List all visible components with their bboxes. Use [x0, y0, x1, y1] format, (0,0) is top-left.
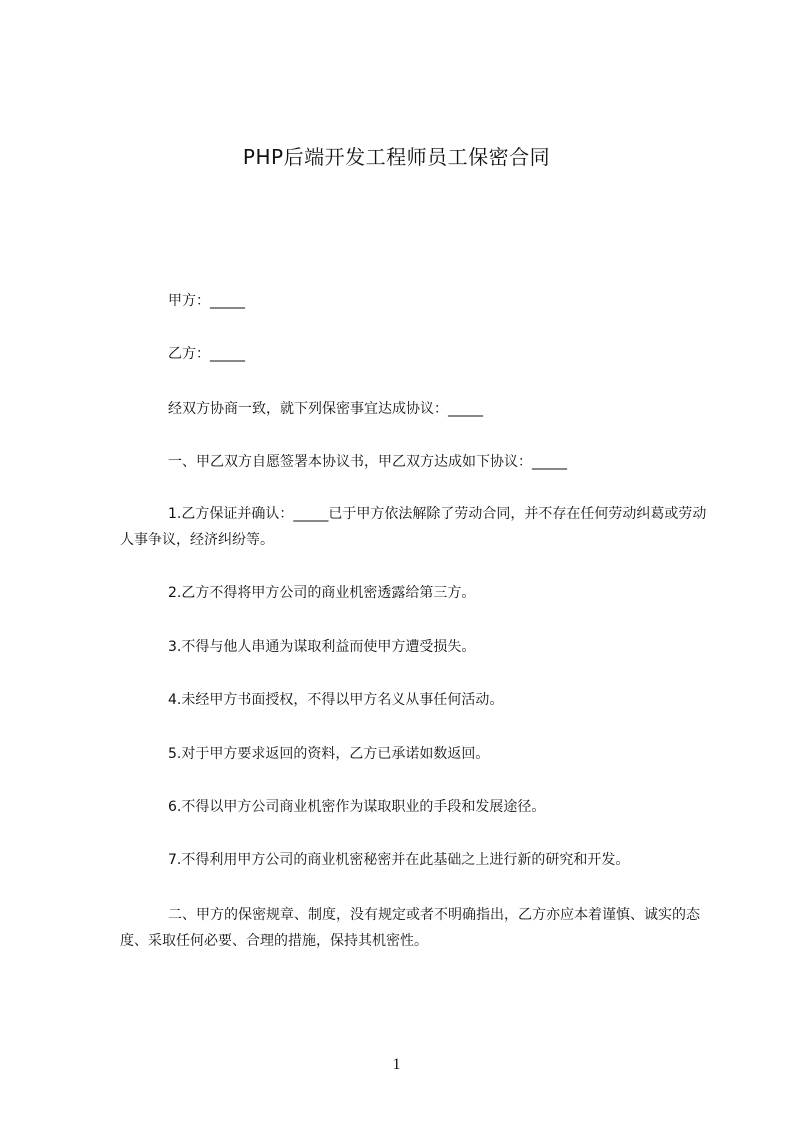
- page-number: 1: [392, 1056, 401, 1073]
- section-one-heading: 一、甲乙双方自愿签署本协议书，甲乙双方达成如下协议：_____: [168, 454, 567, 470]
- document-title: PHP后端开发工程师员工保密合同: [242, 145, 551, 169]
- clause-4: 4.未经甲方书面授权，不得以甲方名义从事任何活动。: [168, 692, 504, 708]
- party-a-line: 甲方：_____: [168, 293, 245, 309]
- clause-6: 6.不得以甲方公司商业机密作为谋取职业的手段和发展途径。: [168, 799, 546, 815]
- clause-2: 2.乙方不得将甲方公司的商业机密透露给第三方。: [168, 585, 476, 601]
- clause-1: 1.乙方保证并确认：_____已于甲方依法解除了劳动合同，并不存在任何劳动纠葛或劳动人事争议，经济纠纷等。: [120, 506, 707, 548]
- clause-3: 3.不得与他人串通为谋取利益而使甲方遭受损失。: [168, 639, 476, 655]
- agreement-intro: 经双方协商一致，就下列保密事宜达成协议：_____: [168, 401, 483, 417]
- party-b-line: 乙方：_____: [168, 346, 245, 362]
- clause-5: 5.对于甲方要求返回的资料，乙方已承诺如数返回。: [168, 746, 490, 762]
- clause-7: 7.不得利用甲方公司的商业机密秘密并在此基础之上进行新的研究和开发。: [168, 852, 630, 868]
- section-two-paragraph: 二、甲方的保密规章、制度，没有规定或者不明确指出，乙方亦应本着谨慎、诚实的态度、采取任何必要、合理的措施，保持其机密性。: [120, 907, 700, 949]
